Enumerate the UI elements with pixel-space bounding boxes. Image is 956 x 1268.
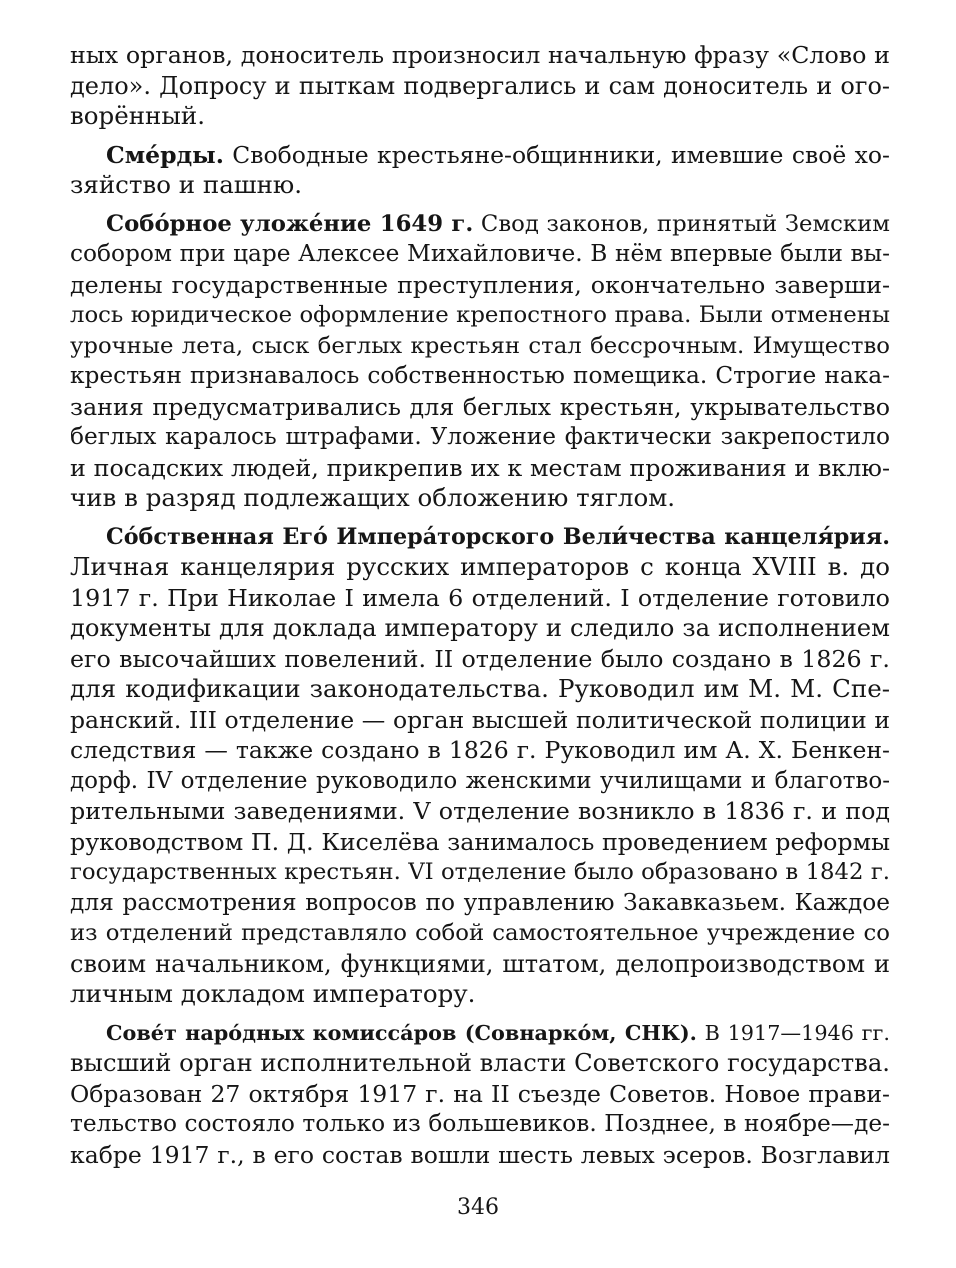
glossary-term: Со́бственная Его́ Импера́торского Вели́чества канцеля́рия. — [106, 523, 890, 550]
glossary-entry-kantselyariya — [70, 522, 890, 1010]
text-line: высший орган исполнительной власти Советского государства. — [70, 1048, 890, 1077]
definition-text: В 1917—1946 гг. — [696, 1020, 890, 1045]
text-line: рительными заведениями. V отделение возникло в 1836 г. и под — [70, 797, 890, 825]
text-line: следствия — также создано в 1826 г. Руководил им А. Х. Бенкен- — [70, 736, 890, 764]
text-line: для кодификации законодательства. Руководил им М. М. Спе- — [70, 674, 890, 703]
text-line: дело». Допросу и пыткам подвергались и сам доноситель и ого- — [70, 71, 890, 100]
text-line: делены государственные преступления, окончательно заверши- — [70, 270, 890, 299]
text-line: беглых каралось штрафами. Уложение фактически закрепостило — [70, 423, 890, 450]
page-number: 346 — [457, 1195, 499, 1220]
text-line: и посадских людей, прикрепив их к местам проживания и вклю- — [70, 453, 890, 482]
text-line: для рассмотрения вопросов по управлению Закавказьем. Каждое — [70, 888, 890, 916]
text-line — [70, 209, 890, 240]
glossary-term: Собо́рное уложе́ние 1649 г. — [106, 210, 474, 237]
text-line: собором при царе Алексее Михайловиче. В нём впервые были вы- — [70, 240, 890, 267]
text-line: зяйство и пашню. — [70, 170, 303, 199]
text-line: кабре 1917 г., в его состав вошли шесть левых эсеров. Возглавил — [70, 1140, 890, 1169]
text-line: дорф. IV отделение руководило женскими училищами и благотво- — [70, 767, 890, 794]
text-line — [70, 522, 890, 553]
text-line — [70, 1018, 890, 1049]
text-line: Личная канцелярия русских императоров с конца XVIII в. до — [70, 552, 890, 581]
definition-text: Свободные крестьяне-общинники, имевшие своё хо- — [223, 140, 890, 169]
text-line: ных органов, доноситель произносил начальную фразу «Слово и — [70, 41, 890, 69]
paragraph-continuation — [70, 40, 890, 132]
text-line: его высочайших повелений. II отделение было создано в 1826 г. — [70, 644, 890, 673]
text-line: государственных крестьян. VI отделение было образовано в 1842 г. — [70, 859, 890, 885]
text-line: личным докладом императору. — [70, 979, 476, 1008]
text-line: из отделений представляло собой самостоятельное учреждение со — [70, 920, 890, 946]
text-line: ранский. III отделение — орган высшей политической полиции и — [70, 705, 890, 734]
text-line: Образован 27 октября 1917 г. на II съезде Советов. Новое прави- — [70, 1079, 890, 1108]
text-line: крестьян признавалось собственностью помещика. Строгие нака- — [70, 362, 890, 389]
glossary-entry-sobornoe-ulozhenie — [70, 209, 890, 514]
text-line: документы для доклада императору и следило за исполнением — [70, 613, 890, 642]
definition-text: Свод законов, принятый Земским — [473, 210, 890, 237]
glossary-term: Сме́рды. — [106, 140, 224, 169]
text-line: своим начальником, функциями, штатом, делопроизводством и — [70, 949, 890, 978]
text-line: руководством П. Д. Киселёва занималось проведением реформы — [70, 827, 890, 856]
text-line: зания предусматривались для беглых крестьян, укрывательство — [70, 392, 890, 421]
page-body — [70, 40, 890, 1178]
text-line: 1917 г. При Николае I имела 6 отделений. I отделение готовило — [70, 583, 890, 612]
text-line: тельство состояло только из большевиков. Позднее, в ноябре—де- — [70, 1110, 890, 1137]
glossary-entry-sovnarkom — [70, 1018, 890, 1171]
text-line: чив в разряд подлежащих обложению тяглом. — [70, 483, 676, 512]
text-line — [70, 140, 890, 171]
text-line: лось юридическое оформление крепостного права. Были отменены — [70, 302, 890, 328]
glossary-entry-smerdy — [70, 140, 890, 201]
text-line: ворённый. — [70, 101, 206, 130]
glossary-term: Сове́т наро́дных комисса́ров (Совнарко́м, СНК). — [106, 1020, 697, 1045]
text-line: урочные лета, сыск беглых крестьян стал бессрочным. Имущество — [70, 332, 890, 359]
